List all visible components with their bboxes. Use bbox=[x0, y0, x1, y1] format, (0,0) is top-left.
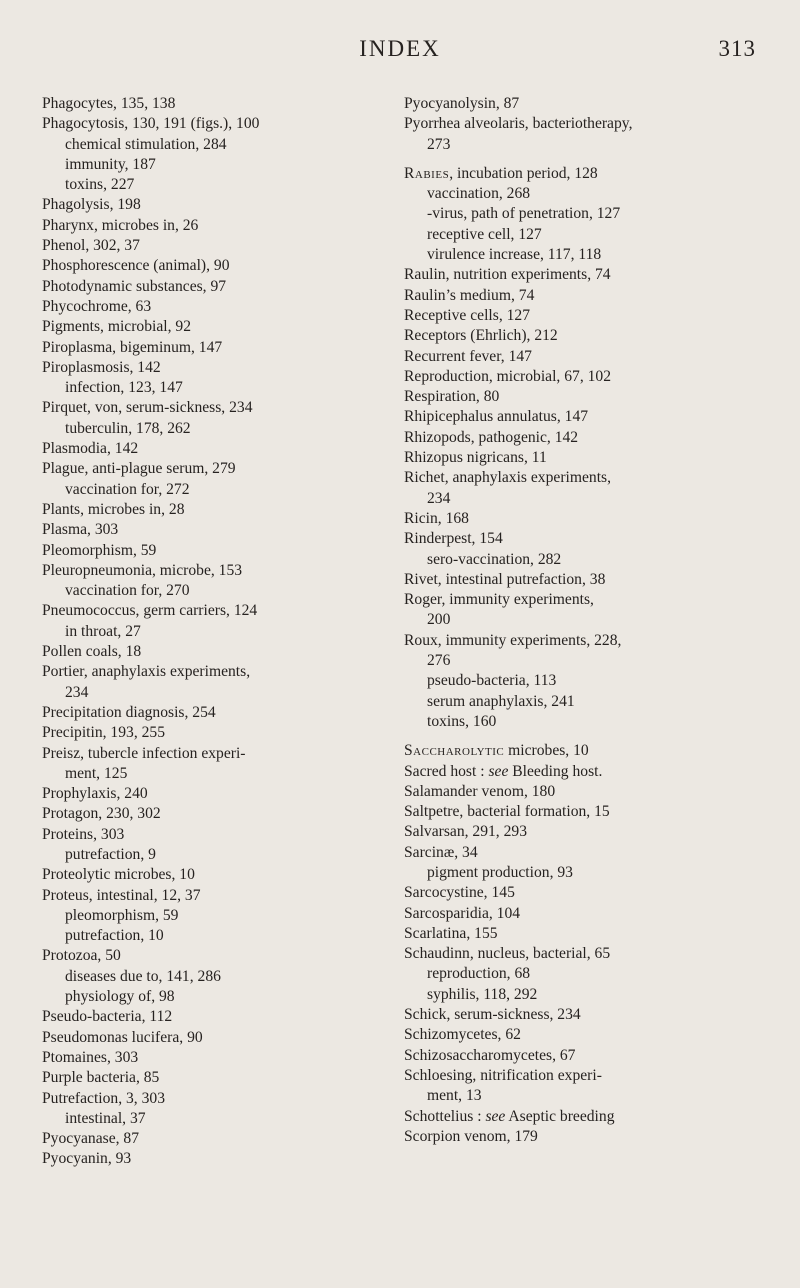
entry-text: Rivet, intestinal putrefaction, 38 bbox=[404, 570, 606, 588]
entry-text: Protagon, 230, 302 bbox=[42, 805, 161, 823]
index-entry bbox=[42, 195, 382, 215]
index-entry bbox=[42, 865, 382, 885]
entry-text: Ptomaines, 303 bbox=[42, 1048, 139, 1066]
entry-text: 200 bbox=[427, 611, 451, 629]
entry-text: Schaudinn, nucleus, bacterial, 65 bbox=[404, 945, 611, 963]
index-entry-continuation bbox=[42, 764, 382, 784]
index-subentry bbox=[42, 906, 382, 926]
entry-text: sero-vaccination, 282 bbox=[427, 550, 562, 568]
entry-text: Receptors (Ehrlich), 212 bbox=[404, 327, 558, 345]
index-entry bbox=[42, 256, 382, 276]
index-entry-continuation bbox=[404, 489, 754, 509]
entry-text: 273 bbox=[427, 135, 451, 153]
index-entry bbox=[42, 358, 382, 378]
entry-text: physiology of, 98 bbox=[65, 988, 175, 1006]
entry-text: Reproduction, microbial, 67, 102 bbox=[404, 367, 612, 385]
entry-text: Protozoa, 50 bbox=[42, 947, 121, 965]
index-subentry bbox=[42, 155, 382, 175]
entry-see-reference: see bbox=[485, 1107, 506, 1125]
index-entry bbox=[404, 883, 754, 903]
index-entry bbox=[404, 387, 754, 407]
entry-text: microbes, 10 bbox=[504, 742, 589, 760]
entry-text: Pollen coals, 18 bbox=[42, 643, 142, 661]
index-entry bbox=[42, 825, 382, 845]
entry-text: putrefaction, 10 bbox=[65, 927, 164, 945]
index-entry bbox=[404, 367, 754, 387]
entry-text: Putrefaction, 3, 303 bbox=[42, 1089, 165, 1107]
entry-text: , incubation period, 128 bbox=[449, 164, 598, 182]
entry-text: Pharynx, microbes in, 26 bbox=[42, 216, 199, 234]
entry-text: Phagolysis, 198 bbox=[42, 196, 141, 214]
index-subentry bbox=[42, 926, 382, 946]
entry-text: Precipitin, 193, 255 bbox=[42, 724, 166, 742]
entry-text: Schick, serum-sickness, 234 bbox=[404, 1006, 581, 1024]
index-entry bbox=[404, 286, 754, 306]
index-entry bbox=[42, 114, 382, 134]
entry-text: Schottelius : bbox=[404, 1107, 486, 1125]
index-entry bbox=[42, 520, 382, 540]
entry-text: Raulin, nutrition experiments, 74 bbox=[404, 266, 611, 284]
entry-text: syphilis, 118, 292 bbox=[427, 985, 538, 1003]
entry-text: Proteolytic microbes, 10 bbox=[42, 866, 195, 884]
entry-text: diseases due to, 141, 286 bbox=[65, 967, 221, 985]
entry-text: Piroplasmosis, 142 bbox=[42, 358, 161, 376]
index-entry bbox=[42, 1048, 382, 1068]
index-column-right bbox=[404, 94, 754, 1147]
index-subentry bbox=[42, 622, 382, 642]
entry-text: Respiration, 80 bbox=[404, 388, 500, 406]
index-entry bbox=[404, 468, 754, 488]
index-entry bbox=[42, 723, 382, 743]
entry-text: Pleomorphism, 59 bbox=[42, 541, 157, 559]
index-entry bbox=[404, 1107, 754, 1127]
index-entry bbox=[404, 428, 754, 448]
index-entry-continuation bbox=[404, 610, 754, 630]
entry-text: toxins, 160 bbox=[427, 712, 497, 730]
entry-text: Plasmodia, 142 bbox=[42, 440, 139, 458]
index-subentry bbox=[42, 845, 382, 865]
index-subentry bbox=[404, 692, 754, 712]
entry-see-reference: see bbox=[488, 762, 509, 780]
index-entry bbox=[404, 590, 754, 610]
index-subentry bbox=[404, 863, 754, 883]
index-entry bbox=[404, 529, 754, 549]
index-entry bbox=[42, 541, 382, 561]
entry-text: Receptive cells, 127 bbox=[404, 306, 531, 324]
entry-text: Sarcocystine, 145 bbox=[404, 884, 515, 902]
entry-text: Plasma, 303 bbox=[42, 521, 119, 539]
index-entry bbox=[404, 802, 754, 822]
entry-text: Saltpetre, bacterial formation, 15 bbox=[404, 803, 610, 821]
index-entry bbox=[42, 216, 382, 236]
index-entry bbox=[404, 1025, 754, 1045]
index-entry bbox=[42, 662, 382, 682]
entry-text: Pseudomonas lucifera, 90 bbox=[42, 1028, 203, 1046]
index-entry-continuation bbox=[404, 1086, 754, 1106]
index-subentry bbox=[404, 225, 754, 245]
index-entry bbox=[404, 448, 754, 468]
entry-text: tuberculin, 178, 262 bbox=[65, 419, 191, 437]
entry-text: Preisz, tubercle infection experi- bbox=[42, 744, 246, 762]
entry-text: vaccination for, 272 bbox=[65, 480, 190, 498]
index-entry-continuation bbox=[404, 135, 754, 155]
index-entry bbox=[42, 398, 382, 418]
index-column-left bbox=[42, 94, 382, 1170]
index-subentry bbox=[42, 135, 382, 155]
index-subentry bbox=[42, 987, 382, 1007]
entry-text: Pyocyanolysin, 87 bbox=[404, 95, 520, 112]
index-subentry bbox=[42, 175, 382, 195]
entry-text: -virus, path of penetration, 127 bbox=[427, 205, 621, 223]
entry-text: Phosphorescence (animal), 90 bbox=[42, 257, 230, 275]
entry-text: Pigments, microbial, 92 bbox=[42, 318, 191, 336]
index-entry bbox=[404, 265, 754, 285]
entry-text: Richet, anaphylaxis experiments, bbox=[404, 469, 611, 487]
index-entry bbox=[404, 944, 754, 964]
index-entry bbox=[404, 1046, 754, 1066]
entry-text: vaccination, 268 bbox=[427, 185, 531, 203]
index-entry bbox=[404, 1066, 754, 1086]
entry-text: Piroplasma, bigeminum, 147 bbox=[42, 338, 223, 356]
entry-text: Ricin, 168 bbox=[404, 509, 469, 527]
entry-text: Salamander venom, 180 bbox=[404, 782, 556, 800]
page-title: INDEX bbox=[359, 36, 441, 61]
entry-text: pleomorphism, 59 bbox=[65, 906, 179, 924]
entry-text: Photodynamic substances, 97 bbox=[42, 277, 227, 295]
entry-text: 234 bbox=[427, 489, 451, 507]
index-entry bbox=[404, 1127, 754, 1147]
entry-text: Plague, anti-plague serum, 279 bbox=[42, 460, 236, 478]
index-entry bbox=[404, 114, 754, 134]
entry-text: Phagocytes, 135, 138 bbox=[42, 95, 176, 112]
entry-text: Roux, immunity experiments, 228, bbox=[404, 631, 622, 649]
entry-text: Salvarsan, 291, 293 bbox=[404, 823, 527, 841]
entry-text: Proteus, intestinal, 12, 37 bbox=[42, 886, 201, 904]
entry-text: 234 bbox=[65, 683, 89, 701]
index-subentry bbox=[404, 964, 754, 984]
index-entry bbox=[404, 509, 754, 529]
index-entry bbox=[42, 601, 382, 621]
entry-text: Pleuropneumonia, microbe, 153 bbox=[42, 561, 243, 579]
index-subentry bbox=[42, 1109, 382, 1129]
entry-text: Scorpion venom, 179 bbox=[404, 1127, 538, 1145]
entry-text: Schizomycetes, 62 bbox=[404, 1026, 521, 1044]
entry-text: Prophylaxis, 240 bbox=[42, 785, 148, 803]
entry-text: Proteins, 303 bbox=[42, 825, 125, 843]
index-entry bbox=[42, 94, 382, 114]
entry-text: Pseudo-bacteria, 112 bbox=[42, 1008, 173, 1026]
index-entry bbox=[42, 1028, 382, 1048]
index-subentry bbox=[404, 245, 754, 265]
index-entry bbox=[404, 904, 754, 924]
index-entry bbox=[404, 407, 754, 427]
index-entry bbox=[404, 631, 754, 651]
entry-text: Sarcosparidia, 104 bbox=[404, 904, 521, 922]
page-header bbox=[0, 36, 800, 66]
index-entry bbox=[42, 1129, 382, 1149]
index-entry bbox=[404, 1005, 754, 1025]
entry-text: Purple bacteria, 85 bbox=[42, 1069, 160, 1087]
index-entry bbox=[404, 306, 754, 326]
entry-text: reproduction, 68 bbox=[427, 965, 531, 983]
index-entry bbox=[42, 561, 382, 581]
entry-text: Schloesing, nitrification experi- bbox=[404, 1066, 602, 1084]
entry-text: Phagocytosis, 130, 191 (figs.), 100 bbox=[42, 115, 260, 133]
index-entry bbox=[42, 703, 382, 723]
entry-text: Recurrent fever, 147 bbox=[404, 347, 532, 365]
entry-heading-smallcaps: Rabies bbox=[404, 164, 450, 182]
entry-text: Rinderpest, 154 bbox=[404, 530, 503, 548]
index-entry bbox=[42, 277, 382, 297]
index-entry bbox=[42, 459, 382, 479]
entry-text: toxins, 227 bbox=[65, 176, 135, 194]
index-entry bbox=[42, 1068, 382, 1088]
entry-text-tail: Aseptic breeding bbox=[505, 1107, 615, 1125]
entry-text: intestinal, 37 bbox=[65, 1109, 146, 1127]
index-entry bbox=[404, 741, 754, 761]
index-entry bbox=[404, 822, 754, 842]
entry-text: Rhizopus nigricans, 11 bbox=[404, 449, 547, 467]
entry-text: Raulin’s medium, 74 bbox=[404, 286, 535, 304]
index-entry bbox=[404, 762, 754, 782]
index-entry-continuation bbox=[404, 651, 754, 671]
entry-text: pigment production, 93 bbox=[427, 863, 573, 881]
index-entry bbox=[404, 570, 754, 590]
entry-text: Sarcinæ, 34 bbox=[404, 843, 478, 861]
entry-text: ment, 125 bbox=[65, 764, 128, 782]
index-entry bbox=[404, 924, 754, 944]
index-subentry bbox=[42, 378, 382, 398]
index-entry bbox=[42, 439, 382, 459]
index-entry bbox=[404, 164, 754, 184]
entry-text: putrefaction, 9 bbox=[65, 845, 156, 863]
entry-text: 276 bbox=[427, 652, 451, 670]
index-entry bbox=[42, 804, 382, 824]
entry-text: in throat, 27 bbox=[65, 622, 141, 640]
entry-text: chemical stimulation, 284 bbox=[65, 135, 227, 153]
index-subentry bbox=[404, 550, 754, 570]
entry-text: Plants, microbes in, 28 bbox=[42, 500, 185, 518]
index-entry bbox=[42, 1089, 382, 1109]
index-subentry bbox=[404, 712, 754, 732]
index-entry bbox=[42, 642, 382, 662]
index-entry bbox=[42, 236, 382, 256]
index-entry bbox=[404, 782, 754, 802]
page-number: 313 bbox=[718, 36, 756, 61]
index-entry bbox=[42, 500, 382, 520]
index-entry bbox=[404, 326, 754, 346]
index-entry bbox=[42, 1149, 382, 1169]
index-entry bbox=[42, 946, 382, 966]
index-entry-continuation bbox=[42, 683, 382, 703]
index-entry bbox=[42, 317, 382, 337]
index-entry bbox=[404, 347, 754, 367]
entry-text: Schizosaccharomycetes, 67 bbox=[404, 1046, 576, 1064]
index-entry bbox=[42, 338, 382, 358]
index-entry bbox=[404, 94, 754, 114]
entry-text: Pneumococcus, germ carriers, 124 bbox=[42, 602, 258, 620]
index-subentry bbox=[404, 184, 754, 204]
entry-text-tail: Bleeding host. bbox=[508, 762, 603, 780]
entry-text: Pyocyanase, 87 bbox=[42, 1130, 140, 1148]
index-subentry bbox=[42, 480, 382, 500]
entry-text: Pirquet, von, serum-sickness, 234 bbox=[42, 399, 253, 417]
entry-text: infection, 123, 147 bbox=[65, 379, 183, 397]
index-subentry bbox=[404, 671, 754, 691]
entry-text: virulence increase, 117, 118 bbox=[427, 246, 602, 264]
index-entry bbox=[404, 843, 754, 863]
entry-text: Portier, anaphylaxis experiments, bbox=[42, 663, 251, 681]
entry-text: ment, 13 bbox=[427, 1087, 482, 1105]
index-subentry bbox=[404, 985, 754, 1005]
entry-text: Pyocyanin, 93 bbox=[42, 1150, 132, 1168]
entry-text: Roger, immunity experiments, bbox=[404, 591, 594, 609]
entry-text: Rhipicephalus annulatus, 147 bbox=[404, 408, 589, 426]
index-subentry bbox=[42, 581, 382, 601]
entry-heading-smallcaps: Saccharolytic bbox=[404, 742, 505, 760]
entry-text: Phycochrome, 63 bbox=[42, 297, 152, 315]
index-entry bbox=[42, 784, 382, 804]
entry-text: serum anaphylaxis, 241 bbox=[427, 692, 575, 710]
entry-text: pseudo-bacteria, 113 bbox=[427, 672, 557, 690]
index-subentry bbox=[42, 967, 382, 987]
entry-text: Scarlatina, 155 bbox=[404, 924, 498, 942]
index-entry bbox=[42, 886, 382, 906]
index-subentry bbox=[404, 204, 754, 224]
entry-text: immunity, 187 bbox=[65, 155, 156, 173]
entry-text: Pyorrhea alveolaris, bacteriotherapy, bbox=[404, 115, 633, 133]
entry-text: Rhizopods, pathogenic, 142 bbox=[404, 428, 579, 446]
index-entry bbox=[42, 1007, 382, 1027]
index-entry bbox=[42, 744, 382, 764]
entry-text: Precipitation diagnosis, 254 bbox=[42, 703, 216, 721]
entry-text: Sacred host : bbox=[404, 762, 489, 780]
index-entry bbox=[42, 297, 382, 317]
entry-text: Phenol, 302, 37 bbox=[42, 237, 140, 255]
entry-text: receptive cell, 127 bbox=[427, 225, 542, 243]
entry-text: vaccination for, 270 bbox=[65, 582, 190, 600]
index-subentry bbox=[42, 419, 382, 439]
